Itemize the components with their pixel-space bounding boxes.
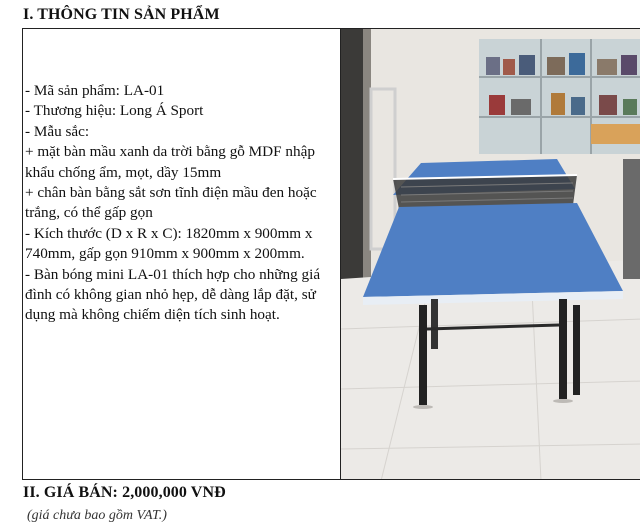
section-title-price: II. GIÁ BÁN: 2,000,000 VNĐ bbox=[23, 484, 226, 501]
product-brand: - Thương hiệu: Long Á Sport bbox=[25, 102, 204, 120]
product-details-cell bbox=[23, 29, 341, 479]
product-size: - Kích thước (D x R x C): 1820mm x 900mm x 740mm, gấp gọn 910mm x 900mm x 200mm. bbox=[25, 224, 313, 263]
product-color-legs: + chân bàn bằng sắt sơn tĩnh điện mầu đen hoặc trắng, có thể gấp gọn bbox=[25, 184, 317, 222]
product-description: - Bàn bóng mini LA-01 thích hợp cho những giá đình có không gian nhỏ hẹp, dễ dàng lắp đặt, sử dụng mà không chiếm diện tích sinh hoạt. bbox=[25, 265, 321, 324]
product-photo bbox=[341, 29, 640, 479]
product-colors-label: - Mẫu sắc: bbox=[25, 122, 90, 140]
product-info-table bbox=[22, 28, 640, 480]
ping-pong-table-photo bbox=[341, 29, 640, 479]
product-color-top: + mặt bàn mầu xanh da trời bằng gỗ MDF nhập khẩu chống ẩm, mọt, dầy 15mm bbox=[25, 143, 315, 181]
product-code: - Mã sản phẩm: LA-01 bbox=[25, 82, 165, 99]
section-title-product-info: I. THÔNG TIN SẢN PHẨM bbox=[23, 6, 220, 23]
vat-note: (giá chưa bao gồm VAT.) bbox=[27, 508, 167, 523]
